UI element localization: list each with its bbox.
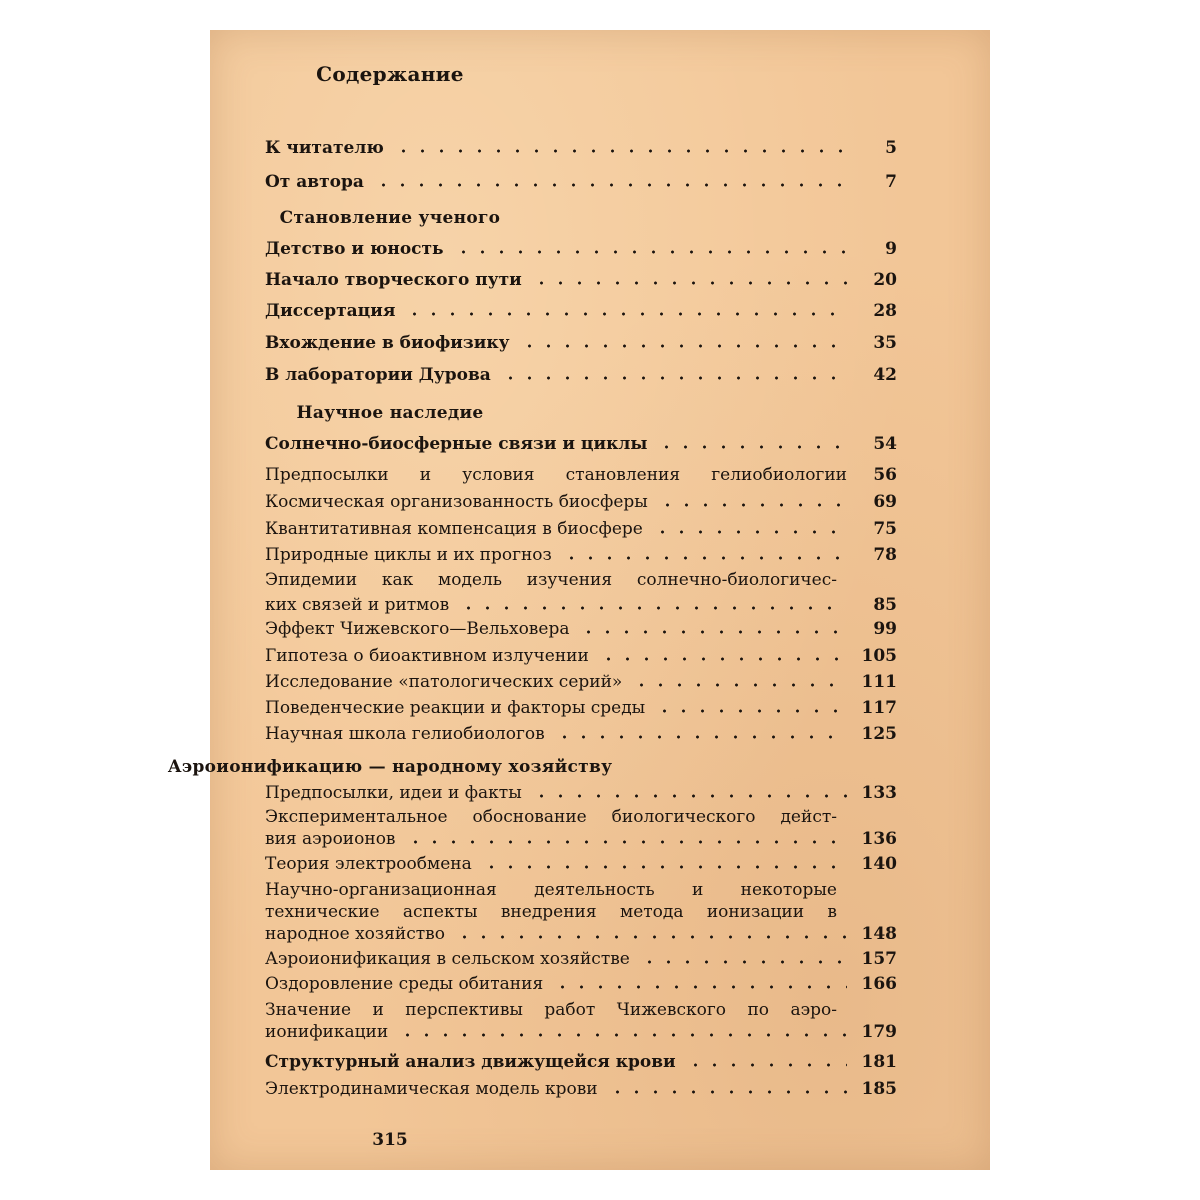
toc-entry-title: Солнечно-биосферные связи и циклы	[265, 434, 648, 454]
toc-entry-page: 166	[861, 974, 897, 994]
section-heading: Становление ученого	[279, 208, 501, 228]
toc-entry-title: Научная школа гелиобиологов	[265, 724, 545, 744]
toc-entry-page: 9	[885, 239, 897, 259]
toc-entry-title: Предпосылки, идеи и факты	[265, 783, 522, 803]
toc-entry-title: Диссертация	[265, 301, 396, 321]
toc-entry-page: 56	[873, 465, 897, 485]
leader-dots	[608, 1090, 847, 1094]
leader-dots	[555, 735, 847, 739]
leader-dots	[686, 1063, 847, 1067]
toc-entry-page: 111	[861, 672, 897, 692]
toc-entry-title: народное хозяйство	[265, 924, 445, 944]
toc-entry-title: Эффект Чижевского—Вельховера	[265, 619, 570, 639]
toc-entry-page: 78	[873, 545, 897, 565]
toc-entry-page: 7	[885, 172, 897, 192]
page-number: 315	[372, 1130, 408, 1150]
toc-entry	[265, 269, 897, 291]
toc-entry-title: Предпосылки и условия становления гелиобиологии	[265, 465, 847, 485]
toc-entry-title: В лаборатории Дурова	[265, 365, 491, 385]
toc-entry	[265, 238, 897, 260]
leader-dots	[562, 556, 847, 560]
toc-entry	[265, 491, 897, 513]
toc-entry-page: 136	[861, 829, 897, 849]
toc-entry-page: 20	[873, 270, 897, 290]
section-heading: Научное наследие	[296, 403, 484, 423]
toc-entry	[265, 364, 897, 386]
toc-entry-title: Значение и перспективы работ Чижевского по аэро-	[265, 1000, 837, 1020]
leader-dots	[459, 606, 847, 610]
toc-entry-page: 69	[873, 492, 897, 512]
toc-entry-page: 42	[873, 365, 897, 385]
toc-entry	[265, 645, 897, 667]
leader-dots	[532, 794, 847, 798]
toc-entry	[265, 879, 897, 945]
toc-entry-title: Теория электрообмена	[265, 854, 472, 874]
toc-entry	[265, 518, 897, 540]
leader-dots	[655, 709, 847, 713]
toc-entry-page: 133	[861, 783, 897, 803]
leader-dots	[657, 445, 847, 449]
leader-dots	[454, 250, 847, 254]
toc-entry-page: 28	[873, 301, 897, 321]
toc-entry-title: Детство и юность	[265, 239, 444, 259]
toc-entry-page: 54	[873, 434, 897, 454]
toc-entry-title: технические аспекты внедрения метода ионизации в	[265, 902, 837, 922]
toc-entry-page: 99	[873, 619, 897, 639]
toc-entry-title: Оздоровление среды обитания	[265, 974, 544, 994]
toc-entry-title: Исследование «патологических серий»	[265, 672, 623, 692]
toc-entry	[265, 137, 897, 159]
leader-dots	[599, 657, 847, 661]
toc-entry	[265, 671, 897, 693]
leader-dots	[406, 840, 847, 844]
toc-entry-title: Аэроионификация в сельском хозяйстве	[265, 949, 630, 969]
toc-entry-page: 148	[861, 924, 897, 944]
leader-dots	[653, 530, 847, 534]
toc-entry	[265, 300, 897, 322]
leader-dots	[579, 630, 847, 634]
toc-entry	[265, 973, 897, 995]
toc-entry-title: Поведенческие реакции и факторы среды	[265, 698, 646, 718]
section-heading: Аэроионификацию — народному хозяйству	[167, 757, 613, 777]
leader-dots	[553, 985, 847, 989]
toc-entry	[265, 723, 897, 745]
leader-dots	[394, 149, 847, 153]
toc-entry	[265, 464, 897, 486]
toc-entry-title: К читателю	[265, 138, 384, 158]
toc-entry	[265, 1051, 897, 1073]
toc-entry-page: 181	[861, 1052, 897, 1072]
toc-entry-page: 140	[861, 854, 897, 874]
toc-entry-title: Эпидемии как модель изучения солнечно-биологичес-	[265, 570, 837, 590]
leader-dots	[520, 344, 847, 348]
toc-entry	[265, 433, 897, 455]
toc-entry-page: 185	[861, 1079, 897, 1099]
toc-entry-title: Экспериментальное обоснование биологического дейст-	[265, 807, 837, 827]
toc-entry-title: От автора	[265, 172, 364, 192]
leader-dots	[640, 960, 847, 964]
leader-dots	[658, 503, 847, 507]
toc-entry-page: 157	[861, 949, 897, 969]
toc-entry-page: 117	[861, 698, 897, 718]
toc-entry-page: 125	[861, 724, 897, 744]
toc-entry-title: ионификации	[265, 1022, 389, 1042]
toc-entry-page: 105	[861, 646, 897, 666]
toc-entry-title: Структурный анализ движущейся крови	[265, 1052, 676, 1072]
toc-entry-page: 35	[873, 333, 897, 353]
leader-dots	[455, 935, 847, 939]
leader-dots	[632, 683, 847, 687]
toc-entry	[265, 618, 897, 640]
toc-entry-title: вия аэроионов	[265, 829, 396, 849]
toc-entry	[265, 569, 897, 616]
toc-entry-title: Начало творческого пути	[265, 270, 522, 290]
toc-entry-title: Вхождение в биофизику	[265, 333, 510, 353]
toc-entry	[265, 171, 897, 193]
toc-entry	[265, 332, 897, 354]
toc-entry-title: Природные циклы и их прогноз	[265, 545, 552, 565]
toc-entry	[265, 999, 897, 1043]
toc-entry	[265, 948, 897, 970]
toc-entry-page: 5	[885, 138, 897, 158]
toc-entry-title: ких связей и ритмов	[265, 595, 450, 615]
toc-entry-title: Научно-организационная деятельность и некоторые	[265, 880, 837, 900]
toc-entry	[265, 697, 897, 719]
toc-entry-page: 85	[873, 595, 897, 615]
toc-entry	[265, 853, 897, 875]
leader-dots	[398, 1033, 847, 1037]
toc-entry	[265, 1078, 897, 1100]
toc-entry	[265, 782, 897, 804]
toc-entry-page: 75	[873, 519, 897, 539]
toc-entry	[265, 806, 897, 850]
toc-entry	[265, 544, 897, 566]
leader-dots	[501, 376, 847, 380]
toc-entry-title: Гипотеза о биоактивном излучении	[265, 646, 589, 666]
leader-dots	[405, 312, 847, 316]
toc-entry-title: Квантитативная компенсация в биосфере	[265, 519, 643, 539]
leader-dots	[482, 865, 847, 869]
leader-dots	[374, 183, 847, 187]
toc-entry-title: Электродинамическая модель крови	[265, 1079, 598, 1099]
leader-dots	[532, 281, 847, 285]
toc-entry-title: Космическая организованность биосферы	[265, 492, 648, 512]
toc-entry-page: 179	[861, 1022, 897, 1042]
page-title: Содержание	[316, 62, 464, 86]
